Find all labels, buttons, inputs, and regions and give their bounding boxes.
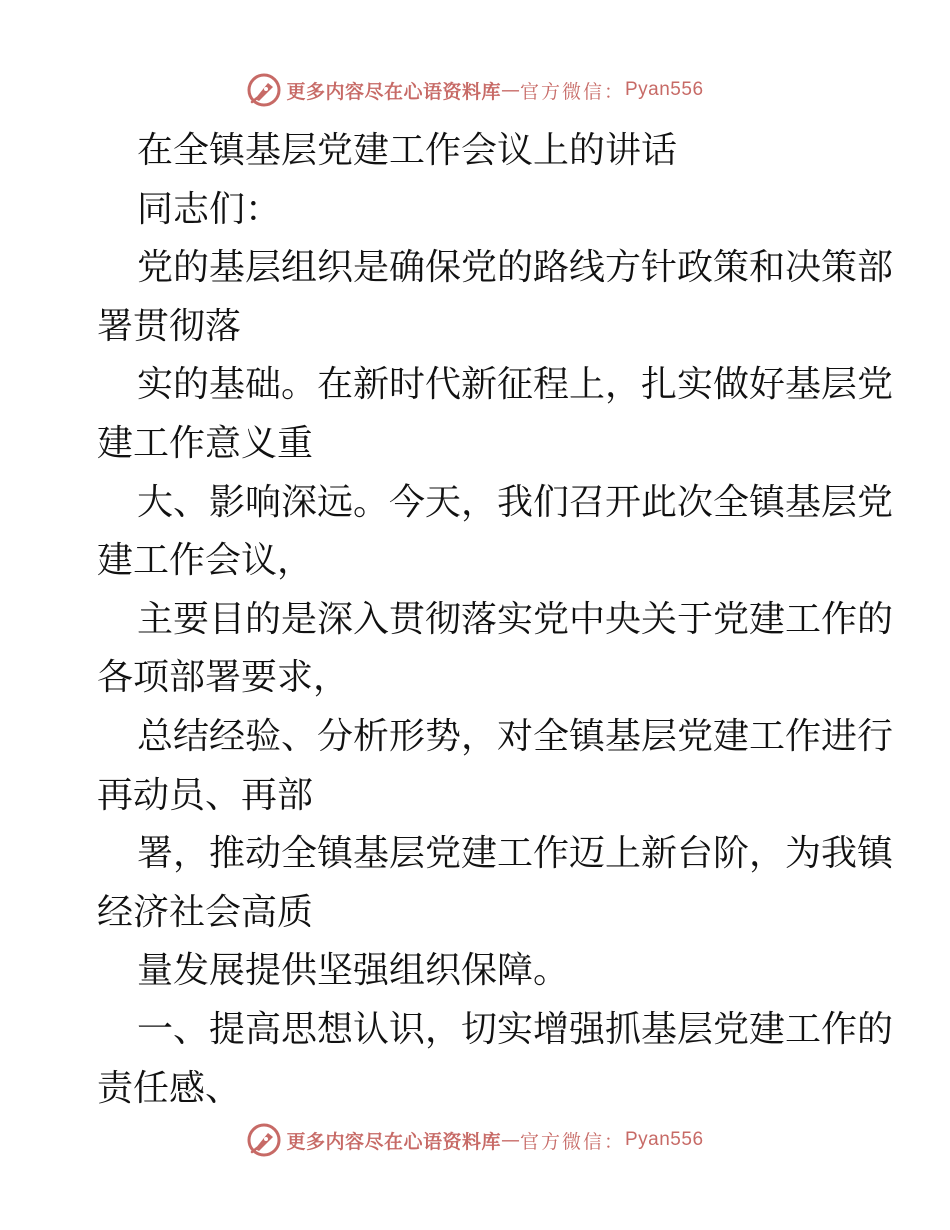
header-watermark (0, 70, 950, 110)
text-line: 建工作会议， (97, 540, 314, 582)
text-line: 一、提高思想认识，切实增强抓基层党建工作的 (137, 1008, 894, 1050)
text-line: 经济社会高质 (97, 891, 314, 933)
text-line: 署，推动全镇基层党建工作迈上新台阶，为我镇 (137, 833, 894, 875)
pen-nib-logo-icon (246, 72, 282, 108)
text-line: 责任感、 (97, 1067, 242, 1109)
footer-watermark (0, 1120, 950, 1160)
text-line: 大、影响深远。今天，我们召开此次全镇基层党 (137, 481, 894, 523)
text-line: 量发展提供坚强组织保障。 (137, 950, 570, 992)
watermark-brand-text: 更多内容尽在心语资料库 (286, 80, 501, 103)
text-line: 再动员、再部 (97, 774, 314, 816)
text-line: 主要目的是深入贯彻落实党中央关于党建工作的 (137, 598, 894, 640)
watermark-wechat-label: 官方微信： (519, 80, 625, 103)
watermark-wechat-id: Pyan556 (625, 79, 704, 100)
text-line: 总结经验、分析形势，对全镇基层党建工作进行 (137, 715, 894, 757)
watermark-dash: — (500, 79, 520, 101)
document-body (97, 122, 894, 1118)
paragraph-lines (97, 239, 894, 1118)
text-line: 实的基础。在新时代新征程上，扎实做好基层党 (137, 364, 894, 406)
watermark-dash: — (500, 1129, 520, 1151)
watermark-wechat-id: Pyan556 (625, 1129, 704, 1150)
text-line: 各项部署要求， (97, 657, 350, 699)
text-line: 党的基层组织是确保党的路线方针政策和决策部 (137, 247, 894, 289)
text-line: 建工作意义重 (97, 422, 314, 464)
pen-nib-logo-icon (246, 1122, 282, 1158)
greeting-line: 同志们： (137, 188, 282, 230)
watermark-brand-text: 更多内容尽在心语资料库 (286, 1130, 501, 1153)
text-line: 署贯彻落 (97, 305, 242, 347)
document-title: 在全镇基层党建工作会议上的讲话 (137, 130, 678, 171)
watermark-wechat-label: 官方微信： (519, 1130, 625, 1153)
